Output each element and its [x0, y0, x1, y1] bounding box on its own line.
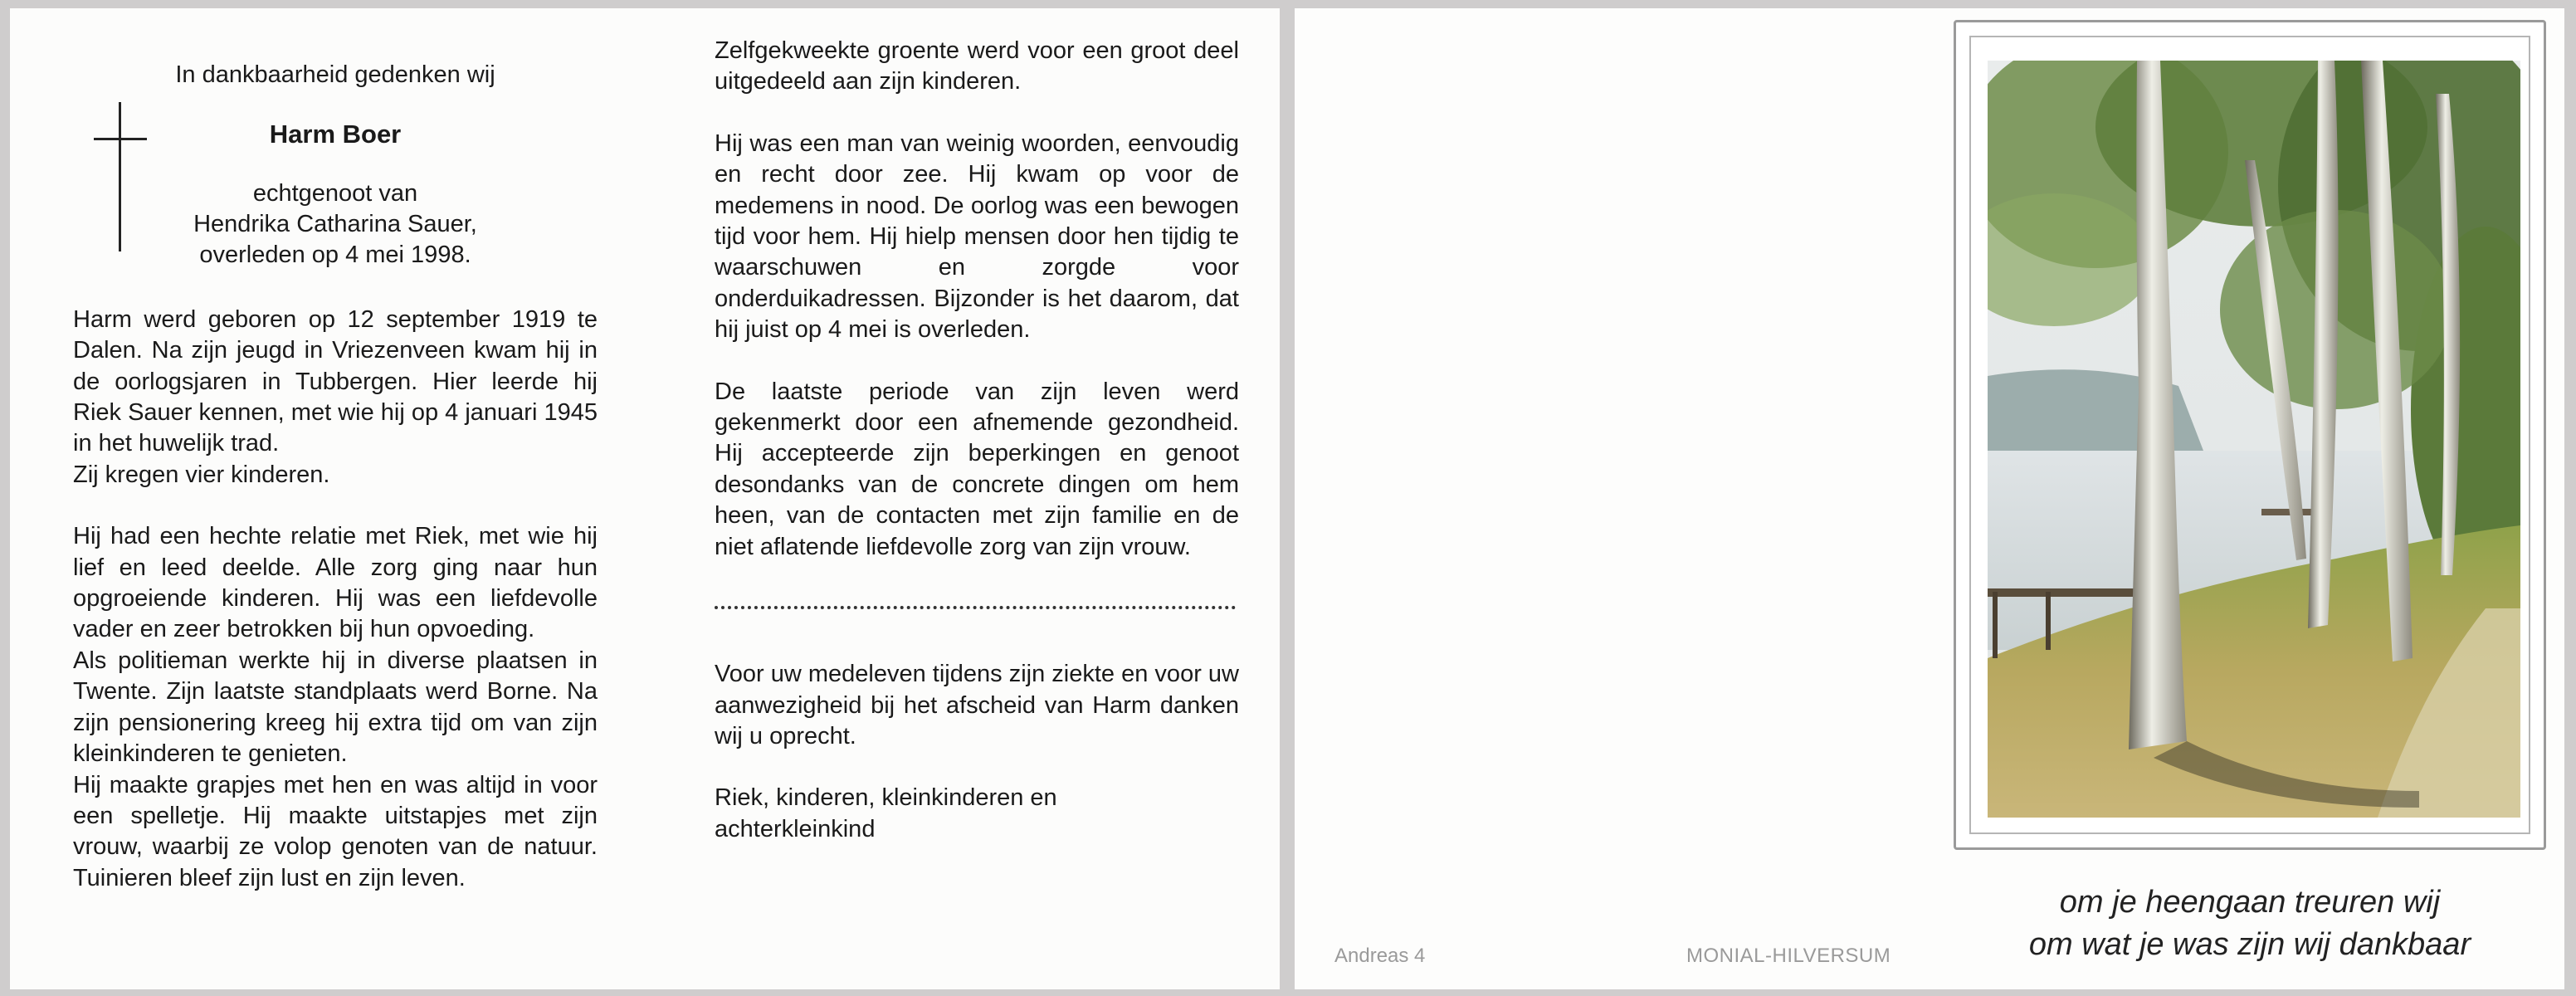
biography-paragraph: Hij was een man van weinig woorden, eenvoudig en recht door zee. Hij kwam op voor de medemens in nood. De oorlog was een bewogen tijd voor hem. Hij hielp mensen door hen tijdig te waarschuwen en zorgde voor onderduikadressen. Bijzonder is het daarom, dat hij juist op 4 mei is overleden. — [715, 129, 1239, 344]
relation-line: echtgenoot van — [252, 179, 418, 207]
card-label: Andreas 4 — [1334, 945, 1426, 967]
photo-frame — [1954, 20, 2546, 850]
caption-line: om je heengaan treuren wij — [2059, 885, 2441, 920]
left-page — [10, 8, 1280, 989]
biography-paragraph: Zelfgekweekte groente werd voor een groot deel uitgedeeld aan zijn kinderen. — [715, 37, 1239, 95]
caption-line: om wat je was zijn wij dankbaar — [2028, 927, 2471, 962]
deceased-name: Harm Boer — [269, 120, 402, 149]
biography-paragraph: Als politieman werkte hij in diverse plaatsen in Twente. Zijn laatste standplaats werd Borne. Na zijn pensionering kreeg hij extra tijd om van zijn kleinkinderen te genieten. — [73, 647, 598, 768]
landscape-photo — [1988, 61, 2520, 818]
left-column — [73, 32, 598, 894]
relation-line: overleden op 4 mei 1998. — [199, 241, 471, 268]
biography-paragraph: Hij maakte grapjes met hen en was altijd in voor een spelletje. Hij maakte uitstapjes met zijn vrouw, waarbij ze volop genoten van de natuur. Tuinieren bleef zijn lust en zijn leven. — [73, 771, 598, 891]
intro-text: In dankbaarheid gedenken wij — [175, 61, 495, 88]
caption — [1954, 881, 2546, 966]
biography — [73, 305, 598, 894]
right-page — [1295, 8, 2564, 989]
right-column — [715, 36, 1239, 845]
biography-paragraph: Hij had een hechte relatie met Riek, met wie hij lief en leed deelde. Alle zorg ging naar hun opgroeiende kinderen. Hij was een liefdevolle vader en zeer betrokken bij hun opvoeding. — [73, 523, 598, 643]
dotted-divider — [715, 606, 1236, 609]
signature-line: Riek, kinderen, kleinkinderen en — [715, 784, 1057, 812]
header — [73, 60, 598, 271]
thanks-text: Voor uw medeleven tijdens zijn ziekte en voor uw aanwezigheid bij het afscheid van Harm danken wij u oprecht. — [715, 661, 1239, 749]
birch-trees-lake-image — [1988, 61, 2520, 818]
biography-paragraph: Harm werd geboren op 12 september 1919 te Dalen. Na zijn jeugd in Vriezenveen kwam hij in de oorlogsjaren in Tubbergen. Hier leerde hij Riek Sauer kennen, met wie hij op 4 januari 1945 in het huwelijk trad. — [73, 305, 598, 457]
biography-paragraph: De laatste periode van zijn leven werd gekenmerkt door een afnemende gezondheid. Hij accepteerde zijn beperkingen en genoot desondanks van de concrete dingen om hem heen, van de contacten met zijn familie en de niet aflatende liefdevolle zorg van zijn vrouw. — [715, 378, 1239, 560]
signature-line: achterkleinkind — [715, 815, 876, 842]
printer-label: MONIAL-HILVERSUM — [1686, 945, 1891, 967]
relation-line: Hendrika Catharina Sauer, — [193, 210, 477, 237]
biography-paragraph: Zij kregen vier kinderen. — [73, 461, 330, 488]
